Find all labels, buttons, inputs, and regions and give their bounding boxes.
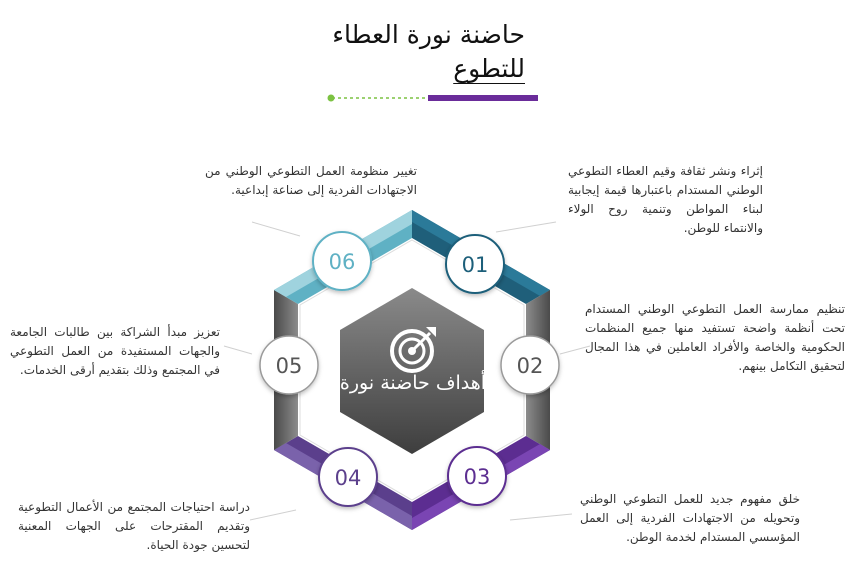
connector-06 [252, 222, 300, 236]
goal-number-03: 03 [463, 465, 491, 489]
goal-number-04: 04 [334, 466, 362, 490]
goal-text-01: إثراء ونشر ثقافة وقيم العطاء التطوعي الوطني المستدام باعتبارها قيمة إيجابية لبناء المواطن وتنمية روح الولاء والانتماء للوطن. [568, 164, 763, 235]
title-line-2: للتطوع [453, 54, 525, 83]
goal-circle-05 [260, 336, 318, 394]
title-dot [328, 95, 335, 102]
center-label: أهداف حاضنة نورة [339, 372, 487, 394]
goal-text-06: تغيير منظومة العمل التطوعي الوطني من الاجتهادات الفردية إلى صناعة إبداعية. [205, 164, 417, 197]
goal-text-03: خلق مفهوم جديد للعمل التطوعي الوطني وتحويله من الاجتهادات الفردية إلى العمل المؤسسي المستدام لخدمة الوطن. [580, 492, 800, 544]
goal-circle-02 [501, 336, 559, 394]
connector-03 [510, 514, 572, 520]
connector-01 [496, 222, 556, 232]
goal-text-02: تنظيم ممارسة العمل التطوعي الوطني المستدام تحت أنظمة واضحة تستفيد منها جميع المنظمات الحكومية والخاصة والأفراد العاملين في هذا المجال لتحقيق التكامل بينهم. [585, 302, 845, 373]
title-accent-bar [428, 95, 538, 101]
goal-circle-04 [319, 448, 377, 506]
connector-05 [224, 346, 252, 354]
goal-number-02: 02 [516, 354, 544, 378]
goal-circle-06 [313, 232, 371, 290]
goal-circle-03 [448, 447, 506, 505]
goal-text-04: دراسة احتياجات المجتمع من الأعمال التطوعية وتقديم المقترحات على الجهات المعنية لتحسين جودة الحياة. [18, 500, 250, 552]
goal-number-01: 01 [461, 253, 489, 277]
goal-text-05: تعزيز مبدأ الشراكة بين طالبات الجامعة والجهات المستفيدة من العمل التطوعي في المجتمع وذلك بتقديم أرقى الخدمات. [10, 325, 220, 377]
title-line-1: حاضنة نورة العطاء [332, 20, 525, 49]
goal-number-06: 06 [328, 250, 356, 274]
connector-04 [250, 510, 296, 520]
goal-circle-01 [446, 235, 504, 293]
goal-number-05: 05 [275, 354, 303, 378]
